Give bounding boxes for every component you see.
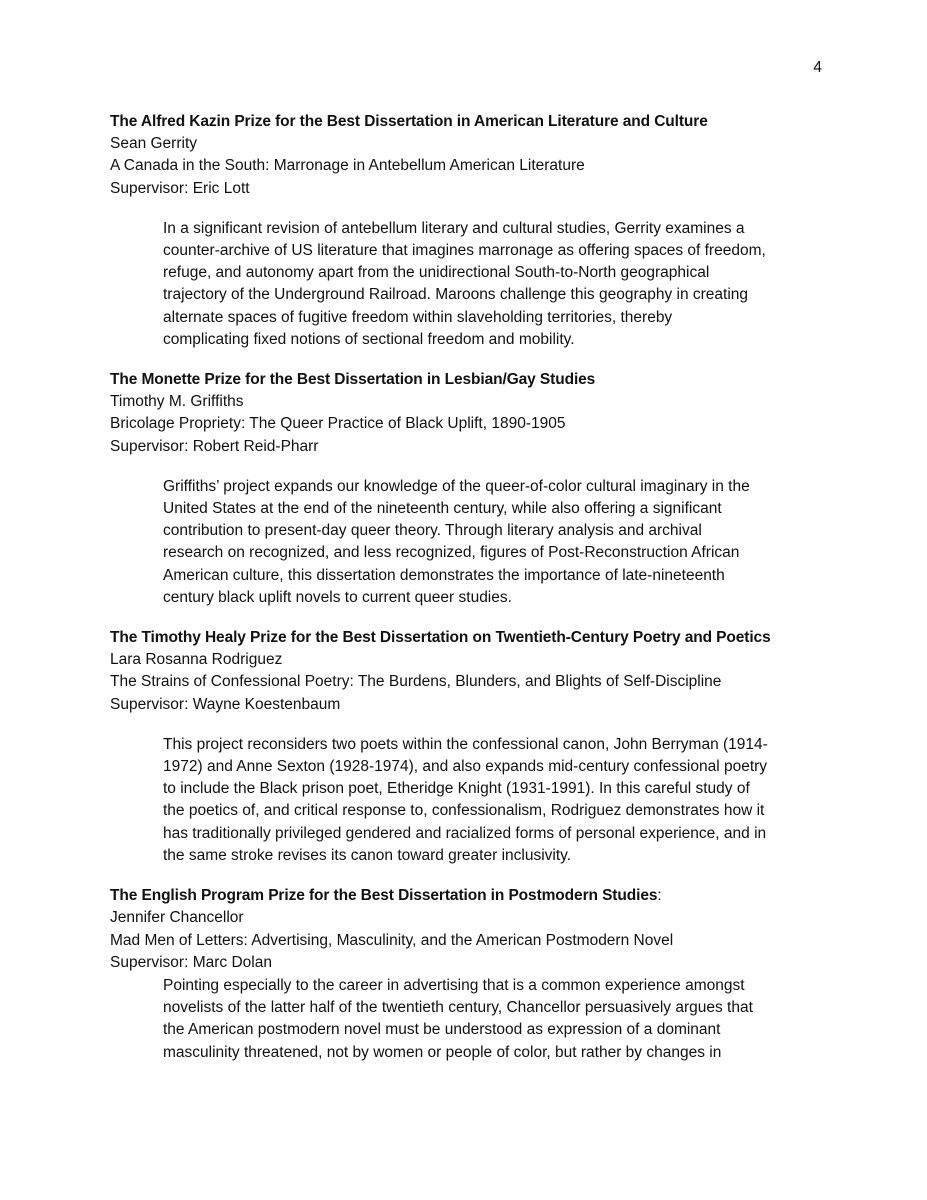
page-number: 4 xyxy=(813,59,822,76)
description-line: counter-archive of US literature that imagines marronage as offering spaces of freedom, xyxy=(163,242,766,260)
dissertation-title: Bricolage Propriety: The Queer Practice of Black Uplift, 1890-1905 xyxy=(110,415,566,433)
description-line: 1972) and Anne Sexton (1928-1974), and also expands mid-century confessional poetry xyxy=(163,758,768,776)
description-line: This project reconsiders two poets within the confessional canon, John Berryman (1914- xyxy=(163,735,768,753)
supervisor: Supervisor: Wayne Koestenbaum xyxy=(110,695,341,713)
description-line: United States at the end of the nineteenth century, while also offering a significant xyxy=(163,500,722,518)
prize-entry xyxy=(110,885,830,1064)
description-line: novelists of the latter half of the twentieth century, Chancellor persuasively argues that xyxy=(163,999,753,1017)
dissertation-title: A Canada in the South: Marronage in Antebellum American Literature xyxy=(110,157,585,175)
description-line: American culture, this dissertation demonstrates the importance of late-nineteenth xyxy=(163,566,725,584)
prize-author: Jennifer Chancellor xyxy=(110,909,244,927)
prize-title-line xyxy=(110,885,830,907)
description-line: Pointing especially to the career in advertising that is a common experience amongst xyxy=(163,976,745,994)
description-line: the American postmodern novel must be understood as expression of a dominant xyxy=(163,1021,721,1039)
prize-description xyxy=(163,734,823,867)
description-line: In a significant revision of antebellum literary and cultural studies, Gerrity examines a xyxy=(163,219,745,237)
prize-author: Sean Gerrity xyxy=(110,135,198,153)
prize-entry xyxy=(110,627,830,867)
description-line: the same stroke revises its canon toward greater inclusivity. xyxy=(163,846,572,864)
prize-title: The Monette Prize for the Best Dissertation in Lesbian/Gay Studies xyxy=(110,371,596,389)
supervisor: Supervisor: Marc Dolan xyxy=(110,953,272,971)
supervisor: Supervisor: Robert Reid-Pharr xyxy=(110,437,319,455)
prize-description xyxy=(163,476,823,609)
prize-list xyxy=(110,111,830,1082)
description-line: to include the Black prison poet, Etheridge Knight (1931-1991). In this careful study of xyxy=(163,780,750,798)
description-line: masculinity threatened, not by women or people of color, but rather by changes in xyxy=(163,1043,722,1061)
prize-entry xyxy=(110,369,830,609)
description-line: research on recognized, and less recognized, figures of Post-Reconstruction African xyxy=(163,544,740,562)
prize-description xyxy=(163,218,823,351)
description-line: has traditionally privileged gendered and racialized forms of personal experience, and in xyxy=(163,824,767,842)
prize-entry xyxy=(110,111,830,351)
prize-author: Lara Rosanna Rodriguez xyxy=(110,651,283,669)
description-line: refuge, and autonomy apart from the unidirectional South-to-North geographical xyxy=(163,264,710,282)
prize-title-suffix: : xyxy=(657,887,662,905)
description-line: Griffiths’ project expands our knowledge of the queer-of-color cultural imaginary in the xyxy=(163,477,750,495)
description-line: trajectory of the Underground Railroad. Maroons challenge this geography in creating xyxy=(163,286,749,304)
prize-title: The Alfred Kazin Prize for the Best Dissertation in American Literature and Culture xyxy=(110,113,708,130)
description-line: alternate spaces of fugitive freedom within slaveholding territories, thereby xyxy=(163,308,673,326)
prize-author: Timothy M. Griffiths xyxy=(110,393,244,411)
prize-description xyxy=(163,975,823,1064)
description-line: contribution to present-day queer theory. Through literary analysis and archival xyxy=(163,522,702,540)
description-line: complicating fixed notions of sectional freedom and mobility. xyxy=(163,330,575,348)
dissertation-title: The Strains of Confessional Poetry: The Burdens, Blunders, and Blights of Self-Discipline xyxy=(110,673,722,691)
description-line: century black uplift novels to current queer studies. xyxy=(163,588,512,606)
prize-title: The English Program Prize for the Best Dissertation in Postmodern Studies xyxy=(110,887,658,905)
supervisor: Supervisor: Eric Lott xyxy=(110,179,250,197)
prize-title: The Timothy Healy Prize for the Best Dissertation on Twentieth-Century Poetry and Poetics xyxy=(110,629,771,647)
dissertation-title: Mad Men of Letters: Advertising, Masculinity, and the American Postmodern Novel xyxy=(110,931,674,949)
description-line: the poetics of, and critical response to, confessionalism, Rodriguez demonstrates how it xyxy=(163,802,765,820)
